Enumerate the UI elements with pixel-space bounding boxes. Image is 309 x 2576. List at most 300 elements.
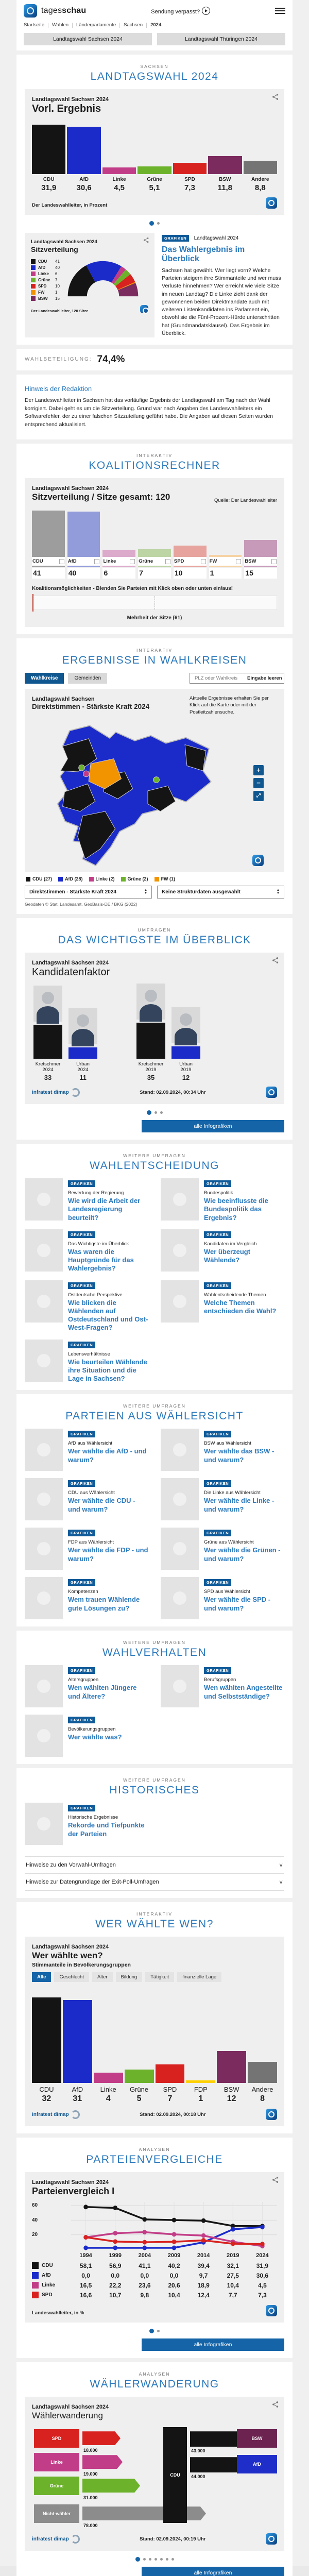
legend-row-FW [31,290,60,295]
grafiken-badge: GRAFIKEN [68,1805,95,1811]
koalition-checkbox[interactable] [59,559,64,564]
grafiken-badge: GRAFIKEN [68,1282,95,1289]
ard-logo [252,855,264,866]
koalition-label-row[interactable] [209,557,242,567]
carousel-dot[interactable] [149,221,154,226]
year-label: 2004 [138,2252,151,2259]
teaser-grid [25,1178,284,1383]
grafiken-badge: GRAFIKEN [68,1231,95,1238]
section-title: WER WÄHLTE WEN? [95,1918,214,1930]
teaser-headline[interactable]: Was waren die Hauptgründe für das Wahlergebnis? [68,1247,134,1273]
sankey-node-SPD[interactable]: SPD [34,2429,79,2448]
teaser-headline[interactable]: Wer wählte das BSW - und warum? [204,1447,274,1464]
legend-swatch [121,877,126,882]
teaser-thumbnail[interactable] [161,1528,199,1570]
koalition-column-BSW [244,540,277,579]
bar-label: Andere [251,2086,273,2094]
share-icon[interactable] [143,237,149,243]
teaser-thumbnail[interactable] [161,1665,199,1707]
bar-column-CDU [32,1997,61,2104]
teaser-headline[interactable]: Wer wählte die Grünen - und warum? [204,1546,281,1563]
series-name-Linke [32,2280,71,2290]
grafiken-badge: GRAFIKEN [68,1667,95,1674]
teaser-item [25,1280,148,1332]
teaser-thumbnail[interactable] [25,1478,63,1520]
section-wahlverhalten [16,1631,293,1764]
map-legend [26,876,283,882]
koalition-column-Grüne [138,549,171,579]
map-legend-item [26,876,52,882]
breadcrumb-separator [72,23,73,28]
share-icon[interactable] [272,93,279,100]
series-swatch [32,2272,39,2279]
koalition-label-row[interactable] [244,557,277,567]
section-title: HISTORISCHES [109,1784,200,1797]
section-title: WÄHLERWANDERUNG [90,2378,219,2391]
all-infographics-button[interactable]: alle Infografiken [142,1120,284,1132]
teaser-headline[interactable]: Wen wählten Jüngere und Ältere? [68,1684,137,1700]
dimap-ring-icon [71,2535,80,2544]
legend-party: AfD [38,265,46,270]
tab-thueringen[interactable]: Landtagswahl Thüringen 2024 [157,33,285,45]
series-value: 16,5 [79,2281,92,2289]
koalition-label-row[interactable] [32,557,65,567]
breadcrumb-item[interactable]: Startseite [24,22,45,28]
infratest-dimap-logo: infratest dimap [32,2110,80,2119]
teaser-headline[interactable]: Wer wählte die SPD - und warum? [204,1596,271,1612]
legend-row-SPD [31,284,60,289]
teaser-headline[interactable]: Wer wählte die Linke - und warum? [204,1497,274,1513]
koalition-bar[interactable] [32,511,65,557]
carousel-dot[interactable] [154,2558,157,2561]
map-legend-item [154,876,176,882]
teaser-body [204,1178,284,1222]
teaser-headline[interactable]: Wie blicken die Wählenden auf Ostdeutschland und Ost-West-Fragen? [68,1298,148,1332]
teaser-item [25,1715,148,1757]
koalition-checkbox[interactable] [236,559,241,564]
section-kicker: INTERAKTIV [136,452,173,458]
breadcrumb-item[interactable]: 2024 [150,22,162,28]
carousel-dot[interactable] [157,222,160,225]
koalition-checkbox[interactable] [130,559,135,564]
series-swatch [32,2282,39,2289]
bar-label: AfD [79,177,89,182]
series-value: 40,2 [168,2262,180,2269]
teaser-headline[interactable]: Welche Themen entschieden die Wahl? [204,1298,277,1315]
teaser-body [204,1665,284,1707]
koalition-party: Linke [103,558,116,565]
group-filter-chips [32,1972,277,1982]
series-label: CDU [42,2263,53,2269]
teaser-body [204,1528,284,1570]
carousel-dot[interactable] [149,2329,154,2333]
teaser-thumbnail[interactable] [25,1340,63,1382]
map-legend-item [58,876,83,882]
teaser-kicker: BSW aus Wählersicht [204,1440,251,1447]
legend-party: CDU [38,259,47,264]
kandidat-value: 12 [182,1074,190,1082]
bar-Grüne [125,2070,154,2083]
accordion-row[interactable] [25,1873,284,1891]
koalition-hint: Koalitionsmöglichkeiten - Blenden Sie Parteien mit Klick oben oder unten ein/aus! [32,586,233,592]
bar-value: 4 [106,2094,111,2104]
kandidaten-card [25,953,284,1104]
koalition-checkbox[interactable] [201,559,206,564]
teaser-item [161,1665,284,1707]
teaser-thumbnail[interactable] [25,1803,63,1845]
sankey-inflow-Linke [82,2455,123,2469]
majority-line [154,596,155,609]
legend-swatch [31,290,36,295]
overview-article [162,233,284,337]
series-value: 20,6 [168,2281,180,2289]
election-tabs [24,33,285,45]
legend-seats: 6 [55,272,58,276]
bar-column-Linke [102,167,136,193]
ard-logo [266,1087,277,1098]
card-title: Vorl. Ergebnis [32,103,101,114]
teaser-body [204,1478,284,1520]
legend-party: SPD [38,284,47,289]
dimap-ring-icon [71,2110,80,2119]
kandidaten-chart [32,984,277,1081]
bar-column-SPD [156,2064,185,2104]
missed-show-link[interactable]: Sendung verpasst? [86,7,275,15]
section-title: WAHLENTSCHEIDUNG [90,1160,219,1172]
year-label: 2014 [197,2252,210,2259]
teaser-kicker: Historische Ergebnisse [68,1815,118,1821]
bar-column-AfD [63,2000,92,2104]
kandidat-value: 35 [147,1074,155,1082]
chart-source: Landeswahlleiter, in % [32,2310,84,2316]
legend-label: Linke (2) [95,876,115,882]
brand-wordmark[interactable]: tagesschau [41,6,87,15]
turnout-label: WAHLBETEILIGUNG: [25,357,92,363]
bar-value: 7 [167,2094,173,2104]
kandidat-column-Urban-2024 [67,1008,99,1081]
bar-value: 8,8 [254,183,266,192]
grafiken-badge: GRAFIKEN [162,235,189,242]
structdata-select[interactable]: Keine Strukturdaten ausgewählt ▲ ▼ [157,886,284,899]
bar-column-BSW [208,156,242,192]
koalition-label-row[interactable] [102,557,135,567]
section-kicker: SACHSEN [140,64,169,69]
teaser-thumbnail[interactable] [161,1229,199,1272]
koalition-bar[interactable] [67,512,100,557]
bar-column-BSW [217,2051,246,2104]
tab-gemeinden[interactable]: Gemeinden [68,673,107,684]
koalition-label-row[interactable] [174,557,207,567]
teaser-thumbnail[interactable] [161,1478,199,1520]
koalition-label-row[interactable] [67,557,100,567]
teaser-thumbnail[interactable] [161,1429,199,1471]
teaser-kicker: Kandidaten im Vergleich [204,1241,257,1247]
werwaehltewen-bar-chart [32,1988,277,2104]
share-icon[interactable] [272,2401,279,2408]
sankey-node-BSW[interactable]: BSW [237,2429,277,2448]
koalition-column-FW [209,555,242,579]
bar-label: Andere [251,177,269,182]
kandidat-column-Urban-2019 [170,1007,202,1081]
legend-seats: 7 [55,278,58,282]
teaser-body [68,1803,148,1845]
teaser-thumbnail[interactable] [25,1178,63,1221]
teaser-thumbnail[interactable] [25,1577,63,1619]
teaser-kicker: Bevölkerungsgruppen [68,1726,116,1733]
koalition-bar[interactable] [138,549,171,557]
teaser-grid [25,1665,284,1757]
tab-wahlkreise[interactable]: Wahlkreise [25,673,64,684]
koalition-checkbox[interactable] [94,559,99,564]
filter-chip-Geschlecht[interactable]: Geschlecht [54,1972,89,1982]
koalition-column-CDU [32,511,65,579]
section-kicker: ANALYSEN [139,2147,170,2153]
teaser-thumbnail[interactable] [25,1229,63,1272]
filter-chip-Alter[interactable]: Alter [92,1972,113,1982]
teaser-item [25,1178,148,1222]
series-value: 4,5 [258,2281,267,2289]
teaser-thumbnail[interactable] [25,1715,63,1757]
series-value: 10,7 [109,2291,122,2299]
series-value: 9,8 [140,2291,149,2299]
grafiken-badge: GRAFIKEN [68,1717,95,1723]
result-bar-chart [32,119,277,192]
kandidat-year: 2024 [77,1067,89,1073]
teaser-thumbnail[interactable] [25,1665,63,1707]
teaser-body [68,1178,148,1222]
bar-column-Grüne [125,2070,154,2104]
teaser-headline[interactable]: Wer überzeugt Wählende? [204,1247,251,1264]
all-infographics-button[interactable]: alle Infografiken [142,2338,284,2351]
teaser-headline[interactable]: Rekorde und Tiefpunkte der Parteien [68,1821,145,1838]
koalition-column-SPD [174,546,207,579]
bar-value: 8 [260,2094,265,2104]
teaser-headline[interactable]: Wer wählte die CDU - und warum? [68,1497,135,1513]
filter-chip-finanzielle Lage[interactable]: finanzielle Lage [177,1972,221,1982]
breadcrumb [24,22,285,28]
teaser-thumbnail[interactable] [161,1280,199,1323]
candidate-photo [68,1008,97,1044]
majority-caption: Mehrheit der Sitze (61) [127,615,182,621]
play-icon [202,7,210,15]
kandidat-name: Urban [76,1061,90,1067]
menu-icon[interactable] [275,8,285,14]
majority-track[interactable] [32,596,277,610]
section-parteienvergleiche [16,2138,293,2358]
plz-search-input[interactable] [194,675,242,682]
teaser-thumbnail[interactable] [161,1178,199,1221]
sankey-node-CDU[interactable]: CDU [163,2427,187,2523]
series-value: 31,9 [256,2262,269,2269]
teaser-item [25,1478,148,1520]
section-result [16,55,293,345]
teaser-headline[interactable]: Wie beurteilen Wählende ihre Situation und die Lage in Sachsen? [68,1358,147,1383]
line-chart [71,2202,277,2249]
bar-Linke [94,2073,123,2083]
section-kicker: ANALYSEN [139,2371,170,2377]
koalition-bar[interactable] [102,550,135,557]
koalition-seats: 15 [244,568,277,579]
koalition-party: BSW [245,558,256,565]
bar-value: 31 [73,2094,82,2104]
editor-note-panel [16,375,293,439]
accordion-list [25,1856,284,1891]
all-infographics-button[interactable]: alle Infografiken [142,2567,284,2576]
section-title: WAHLVERHALTEN [102,1647,207,1659]
grafiken-badge: GRAFIKEN [204,1480,231,1487]
article-headline[interactable]: Das Wahlergebnis im Überblick [162,245,245,263]
series-value: 0,0 [140,2272,149,2279]
grafiken-badge: GRAFIKEN [204,1282,231,1289]
koalition-seats: 7 [138,568,171,579]
teaser-headline[interactable]: Wer wählte die FDP - und warum? [68,1546,148,1563]
saxony-map[interactable] [32,716,228,866]
teaser-thumbnail[interactable] [25,1528,63,1570]
series-value: 27,5 [227,2272,239,2279]
koalition-party: CDU [32,558,43,565]
carousel-dot[interactable] [143,2558,146,2561]
card-eyebrow: Landtagswahl Sachsen 2024 [32,1944,109,1951]
teaser-thumbnail[interactable] [25,1280,63,1323]
teaser-item [161,1280,284,1332]
legend-seats: 1 [55,290,58,295]
carousel-dot[interactable] [149,2558,151,2561]
bar-label: Grüne [147,177,162,182]
carousel-dot[interactable] [160,1111,163,1114]
bar-BSW [208,156,242,174]
sankey-inflow-value: 18.000 [83,2448,98,2453]
result-card [25,89,284,215]
breadcrumb-item[interactable]: Länderparlamente [76,22,116,28]
sankey-node-Linke[interactable]: Linke [34,2453,79,2471]
series-label: Linke [42,2282,56,2289]
card-subtitle: Stimmanteile in Bevölkerungsgruppen [32,1962,131,1969]
series-value: 16,6 [79,2291,92,2299]
sankey-node-Grüne[interactable]: Grüne [34,2477,79,2495]
tagesschau-logo[interactable] [24,4,37,18]
teaser-headline[interactable]: Wie beeinflusste die Bundespolitik das Ergebnis? [204,1197,268,1222]
teaser-item [161,1229,284,1273]
kandidat-bar [68,1047,97,1059]
teaser-headline[interactable]: Wer wählte die AfD - und warum? [68,1447,147,1464]
breadcrumb-item[interactable]: Wahlen [52,22,68,28]
filter-chip-Alle[interactable]: Alle [32,1972,51,1982]
series-label: SPD [42,2292,53,2298]
teaser-thumbnail[interactable] [25,1429,63,1471]
accordion-row[interactable] [25,1856,284,1873]
carousel-dot[interactable] [166,2558,168,2561]
carousel-dot[interactable] [135,2557,140,2562]
legend-label: CDU (27) [32,876,53,882]
tab-sachsen[interactable]: Landtagswahl Sachsen 2024 [24,33,152,45]
ard-logo [266,197,277,209]
card-title: Wählerwanderung [32,2411,103,2421]
series-value: 0,0 [81,2272,90,2279]
card-eyebrow: Landtagswahl Sachsen 2024 [32,2404,109,2411]
teaser-body [68,1665,148,1707]
teaser-thumbnail[interactable] [161,1577,199,1619]
legend-swatch [31,278,36,282]
teaser-body [204,1280,284,1332]
breadcrumb-separator [146,23,147,28]
filter-chip-Bildung[interactable]: Bildung [116,1972,143,1982]
bar-label: CDU [39,2086,54,2094]
filter-chip-Tätigkeit[interactable]: Tätigkeit [145,1972,174,1982]
koalition-label-row[interactable] [138,557,171,567]
seat-legend [31,258,60,302]
teaser-headline[interactable]: Wie wird die Arbeit der Landesregierung beurteilt? [68,1197,141,1222]
carousel-dot[interactable] [147,1110,151,1115]
legend-swatch [154,877,159,882]
sankey-node-AfD[interactable]: AfD [237,2455,277,2473]
teaser-kicker: Berufsgruppen [204,1677,236,1683]
series-value: 58,1 [79,2262,92,2269]
carousel-dot[interactable] [171,2558,174,2561]
breadcrumb-item[interactable]: Sachsen [124,22,143,28]
share-icon[interactable] [272,957,279,964]
map-legend-item [89,876,115,882]
bar-value: 31,9 [41,183,57,192]
series-value: 56,9 [109,2262,122,2269]
bar-value: 7,3 [184,183,195,192]
share-icon[interactable] [272,2176,279,2183]
carousel-dot[interactable] [154,1111,157,1114]
legend-row-Linke [31,272,60,276]
sankey-outflow-value: 43.000 [191,2448,205,2454]
kandidat-value: 33 [44,1074,52,1082]
teaser-item [25,1803,148,1845]
series-name-SPD [32,2290,71,2300]
koalition-bar[interactable] [244,540,277,557]
koalition-seats: 41 [32,568,65,579]
kandidat-bar [33,1025,62,1059]
map-reset-button[interactable]: ⤢ [253,791,264,801]
map-zoom-in-button[interactable]: + [253,765,264,775]
koalition-bar[interactable] [174,546,207,557]
koalition-checkbox[interactable] [165,559,170,564]
article-text: Sachsen hat gewählt. Wer liegt vorn? Welche Parteien steigern ihre Stimmanteile und wer muss Verluste hinnehmen? Wer erreicht wie viele Sitze im neuen Landtag? Die Linke zieht dank der gewonnenen beiden Direktmandate auch mit weiteren Listenkandidaten ins Parlament ein, obwohl sie die Fünf-Prozent-Hürde unterschritten hat (Grundmandatsklausel). Das Ergebnis im Überblick. [162,267,281,336]
bar-label: Linke [112,177,126,182]
koalition-seats: 1 [209,568,242,579]
teaser-headline[interactable]: Wen wählten Angestellte und Selbstständige? [204,1684,283,1700]
map-zoom-out-button[interactable]: − [253,778,264,788]
koalition-column-AfD [67,512,100,579]
bar-SPD [156,2064,185,2083]
bar-value: 1 [198,2094,203,2104]
carousel-dot[interactable] [160,2558,163,2561]
grafiken-badge: GRAFIKEN [68,1579,95,1586]
koalition-checkbox[interactable] [271,559,277,564]
ard-logo [266,2305,277,2316]
teaser-headline[interactable]: Wem trauen Wählende gute Lösungen zu? [68,1596,140,1612]
note-title[interactable]: Hinweis der Redaktion [25,384,92,393]
teaser-headline[interactable]: Wer wählte was? [68,1733,122,1741]
metric-select[interactable]: Direktstimmen - Stärkste Kraft 2024 ▲ ▼ [25,886,152,899]
carousel-dots [25,1110,284,1115]
section-title: ERGEBNISSE IN WAHLKREISEN [62,654,247,667]
sankey-node-Nicht-wähler[interactable]: Nicht-wähler [34,2504,79,2523]
bar-value: 32 [42,2094,52,2104]
section-title: DAS WICHTIGSTE IM ÜBERBLICK [58,934,251,946]
kandidat-year: 2019 [145,1067,157,1073]
clear-input-button[interactable]: Eingabe leeren [247,675,282,682]
teaser-body [68,1429,148,1471]
section-wahlkreise [16,638,293,914]
ard-logo [266,2533,277,2545]
stand-timestamp: Stand: 02.09.2024, 00:18 Uhr [140,2111,206,2117]
carousel-dot[interactable] [157,2330,160,2332]
legend-swatch [26,877,30,882]
